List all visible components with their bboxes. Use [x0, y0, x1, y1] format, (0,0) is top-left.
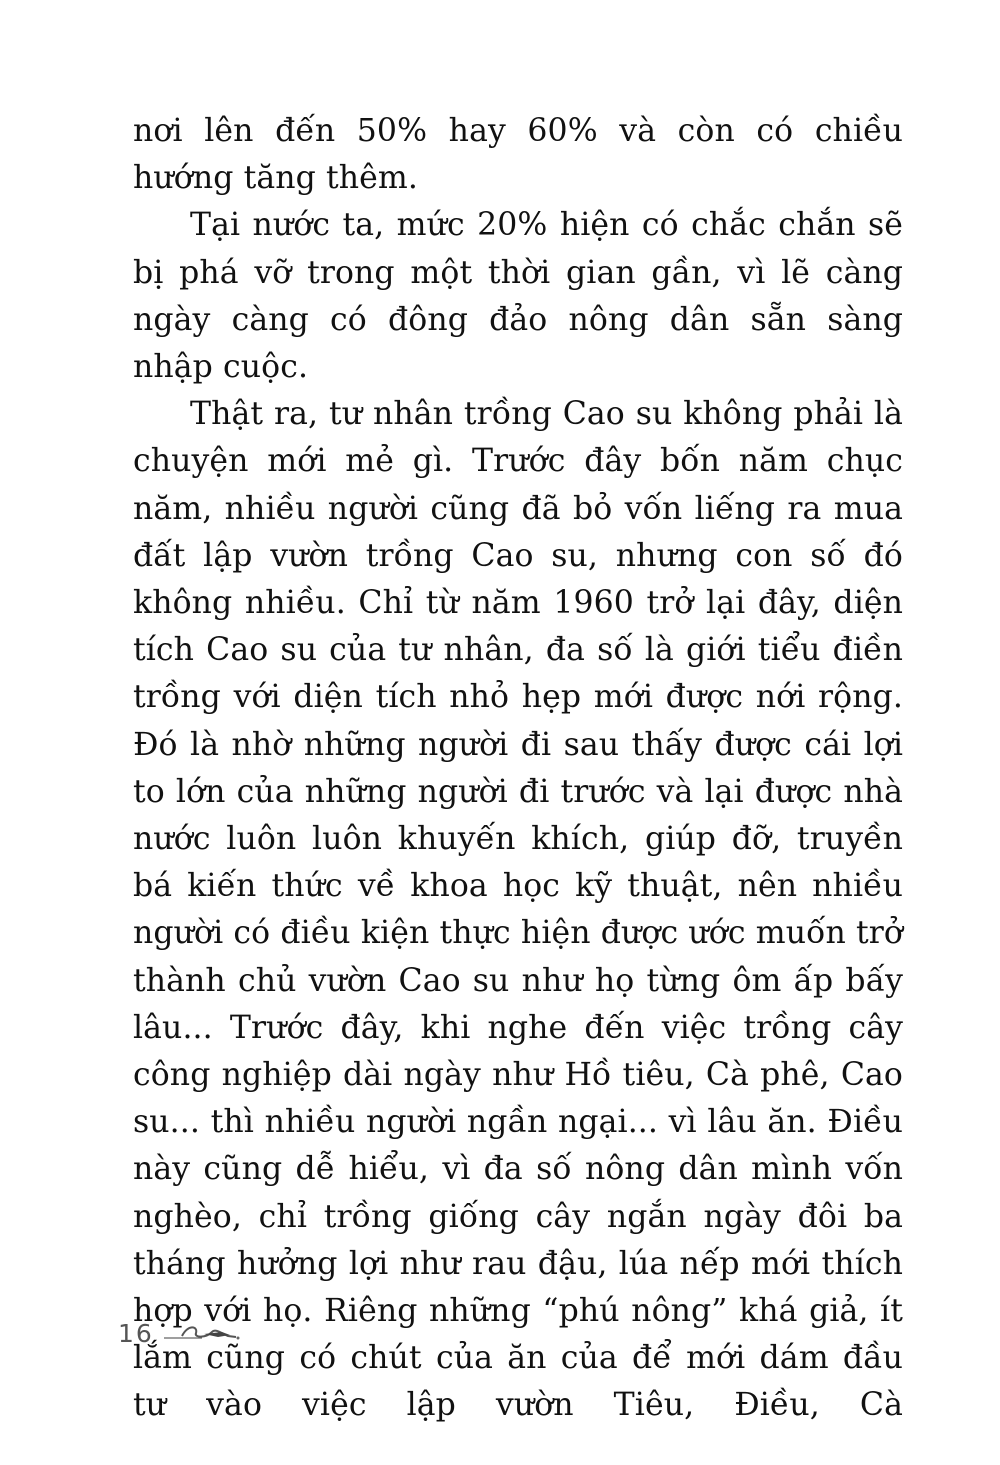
page-body	[133, 108, 903, 1430]
page-footer	[118, 1318, 242, 1349]
paragraph-3: Thật ra, tư nhân trồng Cao su không phải là chuyện mới mẻ gì. Trước đây bốn năm chục năm, nhiều người cũng đã bỏ vốn liếng ra mua đất lập vườn trồng Cao su, nhưng con số đó không nhiều. Chỉ từ năm 1960 trở lại đây, diện tích Cao su của tư nhân, đa số là giới tiểu điền trồng với diện tích nhỏ hẹp mới được nới rộng. Đó là nhờ những người đi sau thấy được cái lợi to lớn của những người đi trước và lại được nhà nước luôn luôn khuyến khích, giúp đỡ, truyền bá kiến thức về khoa học kỹ thuật, nên nhiều người có điều kiện thực hiện được ước muốn trở thành chủ vườn Cao su như họ từng ôm ấp bấy lâu... Trước đây, khi nghe đến việc trồng cây công nghiệp dài ngày như Hồ tiêu, Cà phê, Cao su... thì nhiều người ngần ngại... vì lâu ăn. Điều này cũng dễ hiểu, vì đa số nông dân mình vốn nghèo, chỉ trồng giống cây ngắn ngày đôi ba tháng hưởng lợi như rau đậu, lúa nếp mới thích hợp với họ. Riêng những “phú nông” khá giả, ít lắm cũng có chút của ăn của để mới dám đầu tư vào việc lập vườn Tiêu, Điều, Cà	[133, 396, 903, 1424]
page-number: 16	[118, 1319, 154, 1348]
swirl-ornament-icon	[162, 1318, 242, 1349]
paragraph-1: nơi lên đến 50% hay 60% và còn có chiều hướng tăng thêm.	[133, 113, 903, 197]
paragraph-2: Tại nước ta, mức 20% hiện có chắc chắn sẽ bị phá vỡ trong một thời gian gần, vì lẽ càng ngày càng có đông đảo nông dân sẵn sàng nhập cuộc.	[133, 207, 903, 386]
